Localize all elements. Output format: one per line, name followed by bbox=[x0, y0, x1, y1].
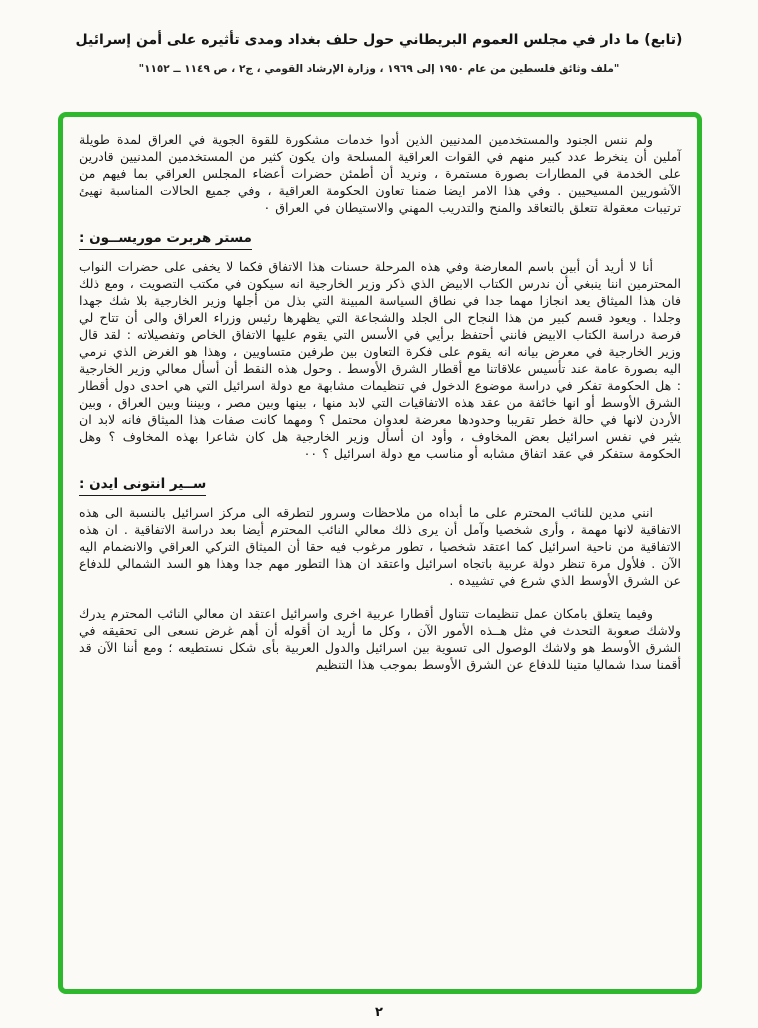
document-header bbox=[0, 32, 758, 75]
speaker-heading-morrison bbox=[79, 230, 681, 246]
speaker-name-morrison: مستر هربرت موريســون : bbox=[79, 230, 252, 250]
annotation-green-box bbox=[58, 112, 702, 994]
paragraph-eden-speech-1: انني مدين للنائب المحترم على ما أبداه من ملاحظات وسرور لتطرقه الى مركز اسرائيل بالنسبة الى هذه الاتفاقية لانها مهمة ، وأرى شخصيا وآمل أن يرى ذلك معالي النائب المحترم أيضا بعد دراسة الاتفاقية . ان هذه الاتفاقية من ناحية اسرائيل كما اعتقد شخصيا ، تطور مرغوب فيه حقا أن الميثاق التركي العراقي والانضمام اليه الآن . فلأول مرة تنظر دولة عربية باتجاه اسرائيل واعتقد ان هذا التطور مهم جدا وهذا هو السد الشمالي للدفاع عن الشرق الأوسط الذي شرع في تشييده . bbox=[79, 505, 681, 588]
paragraph-eden-speech-2: وفيما يتعلق بامكان عمل تنظيمات تتناول أقطارا عربية اخرى واسرائيل اعتقد ان معالي النائب المحترم يدرك ولاشك صعوبة التحدث في مثل هــذه الأمور الآن ، وكل ما أريد ان أقوله أن أهم غرض نسعى الى تحقيقه في الشرق الأوسط هو ولاشك الوصول الى تسوية بين اسرائيل والدول العربية بأى شكل نستطيعه ؛ ومع أننا الآن قد أقمنا سدا شماليا متينا للدفاع عن الشرق الأوسط بموجب هذا التنظيم bbox=[79, 606, 681, 672]
speaker-heading-eden bbox=[79, 476, 681, 492]
page-number: ٢ bbox=[375, 1005, 383, 1020]
document-subtitle: "ملف وثائق فلسطين من عام ١٩٥٠ إلى ١٩٦٩ ، وزارة الإرشاد القومي ، ج٢ ، ص ١١٤٩ ــ ١١٥٢" bbox=[138, 63, 620, 75]
paragraph-air-force-personnel: ولم ننس الجنود والمستخدمين المدنيين الذين أدوا خدمات مشكورة للقوة الجوية في العراق لمدة طويلة آملين أن ينخرط عدد كبير منهم في القوات العراقية المسلحة وان يكون كثير من المستخدمين المدنيين قادرين على الخدمة في المطارات بصورة مستمرة ، ونريد أن أطمئن حضرات أعضاء المجلس العراقي بما فيهم من الآشوريين المسيحيين . وفي هذا الامر ايضا ضمنا تعاون الحكومة العراقية ، وفي جميع الحالات المناسبة نهيئ ترتيبات معقولة تتعلق بالتعاقد والمنح والتدريب المهني والاستيطان في العراق ٠ bbox=[79, 132, 681, 215]
speaker-name-eden: ســير انتونى ايدن : bbox=[79, 476, 206, 496]
paragraph-morrison-speech: أنا لا أريد أن أبين باسم المعارضة وفي هذه المرحلة حسنات هذا الاتفاق فكما لا يخفى على حضرات النواب المحترمين اننا ينبغي أن ندرس الكتاب الابيض الذي ذكر وزير الخارجية انه سيكون في مكتب التصويت ، ومع ذلك فان هذا الميثاق يعد انجازا مهما جدا في نطاق السياسة المبينة التي بذل من أجلها وزير الخارجية بلا شك جهدا وجلدا . ويعود قسم كبير من هذا النجاح الى الجلد والشجاعة التي يظهرها رئيس وزراء العراق والى أن تتاح لي فرصة دراسة الكتاب الابيض فانني أحتفظ برأيي في الأسس التي يقوم عليها الاتفاق الخاص وتفصيلاته : لقد قال وزير الخارجية في معرض بيانه انه يقوم على فكرة التعاون بين طرفين متساويين ، وهذا هو الغرض الذي نرمي اليه بصورة عامة عند تأسيس علاقاتنا مع أقطار الشرق الأوسط . وحول هذه النقط أن أسأل معالي وزير الخارجية : هل الحكومة تفكر في دراسة موضوع الدخول في تنظيمات مشابهة مع دولة اسرائيل التي هي احدى دول أقطار الشرق الأوسط أو انها خائفة من عقد هذه الاتفاقيات التي لابد منها ، بينها وبين مصر ، وبيننا وبين العراق ، وبين الأردن لانها في حالة خطر تقريبا وحدودها معرضة لعدوان محتمل ؟ ومهما كانت صفات هذا الميثاق فانه لابد ان يثير في نفس اسرائيل بعض المخاوف ، وأود ان أسأل وزير الخارجية هل كان شاعرا بهذه المخاوف ؟ وهل الحكومة ستفكر في عقد اتفاق مشابه أو مناسب مع دولة اسرائيل ؟ ٠٠ bbox=[79, 259, 681, 461]
document-title: (تابع) ما دار في مجلس العموم البريطاني حول حلف بغداد ومدى تأثيره على أمن إسرائيل bbox=[75, 32, 683, 48]
